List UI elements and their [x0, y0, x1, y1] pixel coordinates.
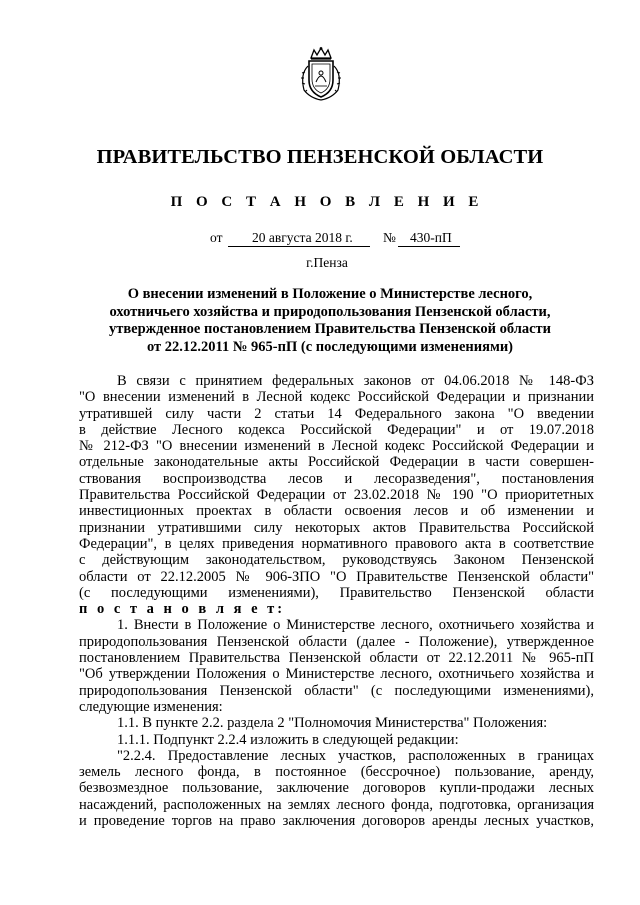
subject-heading [90, 286, 570, 356]
body-line: "О внесении изменений в Лесной кодекс Российской Федерации и признании [79, 389, 594, 406]
document-date: 20 августа 2018 г. [252, 230, 353, 245]
body-line: земель лесного фонда, в постоянное (бессрочное) пользование, аренду, [79, 764, 594, 781]
body-line: Федерации", в целях приведения нормативного правового акта в соответствие [79, 535, 594, 552]
body-line: природопользования Пензенской области (далее - Положение), утвержденное [79, 633, 594, 650]
body-line: безвозмездное пользование, заключение договоров купли-продажи лесных [79, 780, 594, 797]
body-line: насаждений, расположенных на землях лесного фонда, подготовка, организация [79, 796, 594, 813]
body-line: "2.2.4. Предоставление лесных участков, расположенных в границах [117, 747, 594, 764]
body-line: и проведение торгов на право заключения договоров аренды лесных участков, [79, 813, 594, 830]
body-line: 1.1. В пункте 2.2. раздела 2 "Полномочия Министерства" Положения: [117, 715, 548, 732]
body-text [79, 373, 594, 829]
body-line: отдельные законодательные акты Российской Федерации в части совершен- [79, 454, 594, 471]
body-line: с действующим законодательством, руководствуясь Законом Пензенской [79, 552, 594, 569]
body-line: № 212-ФЗ "О внесении изменений в Лесной кодекс Российской Федерации и [79, 438, 594, 455]
body-line: природопользования Пензенской области" (с последующими изменениями), [79, 682, 594, 699]
body-line: 1. Внести в Положение о Министерстве лесного, охотничьего хозяйства и [117, 617, 594, 634]
number-prefix: № [383, 230, 396, 245]
coat-of-arms-emblem [296, 46, 346, 102]
body-line: инвестиционных проектах в области освоения лесов и об изменении и [79, 503, 594, 520]
body-line: ствования воспроизводства лесов и лесоразведения", постановления [79, 470, 594, 487]
body-line: следующие изменения: [79, 698, 223, 715]
body-line: области от 22.12.2005 № 906-ЗПО "О Правительстве Пензенской области" [79, 568, 594, 585]
body-line: "Об утверждении Положения о Министерстве лесного, охотничьего хозяйства и [79, 666, 594, 683]
body-line: в действие Лесного кодекса Российской Федерации" и от 19.07.2018 [79, 421, 594, 438]
resolves-word: п о с т а н о в л я е т: [79, 601, 286, 618]
date-underline [228, 246, 370, 247]
body-line: признании утратившими силу некоторых актов Правительства Российской [79, 519, 594, 536]
city: г.Пенза [306, 255, 348, 270]
body-line: утратившей силу части 2 статьи 14 Федерального закона "О введении [79, 405, 594, 422]
government-title: ПРАВИТЕЛЬСТВО ПЕНЗЕНСКОЙ ОБЛАСТИ [96, 146, 544, 168]
document-type: П О С Т А Н О В Л Е Н И Е [170, 194, 484, 210]
body-line: (с последующими изменениями), Правительство Пензенской области [79, 584, 594, 601]
body-line: постановлением Правительства Пензенской области от 22.12.2011 № 965-пП [79, 650, 594, 667]
document-number: 430-пП [410, 230, 452, 245]
body-line: Правительства Российской Федерации от 23.02.2018 № 190 "О приоритетных [79, 487, 594, 504]
subject-line: О внесении изменений в Положение о Министерстве лесного, [127, 286, 533, 302]
date-prefix: от [210, 230, 223, 245]
number-underline [398, 246, 460, 247]
subject-line: от 22.12.2011 № 965-пП (с последующими изменениями) [146, 338, 514, 355]
subject-line: утвержденное постановлением Правительства Пензенской области [108, 321, 552, 337]
subject-line: охотничьего хозяйства и природопользования Пензенской области, [109, 303, 551, 320]
body-line: В связи с принятием федеральных законов от 04.06.2018 № 148-ФЗ [117, 373, 594, 389]
body-line: 1.1.1. Подпункт 2.2.4 изложить в следующей редакции: [117, 731, 459, 748]
